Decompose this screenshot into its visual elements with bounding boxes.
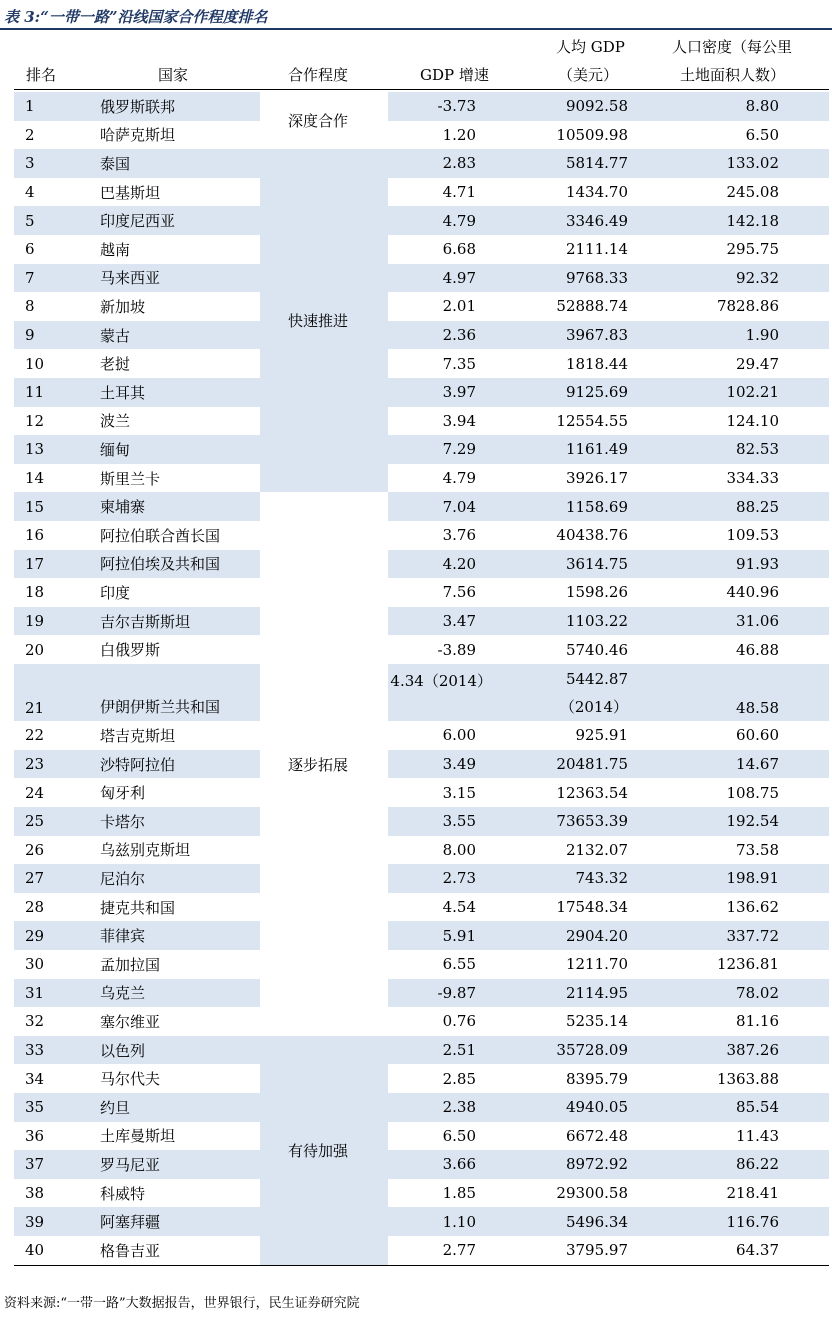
density-cell: 14.67 [654, 750, 829, 779]
density-cell: 109.53 [726, 526, 779, 545]
density-cell: 108.75 [726, 783, 779, 802]
rank-cell: 33 [14, 1036, 86, 1065]
gdp-growth-cell: 1.20 [442, 125, 476, 144]
country-cell: 哈萨克斯坦 [100, 126, 176, 145]
gdp-growth-cell: 4.79 [388, 206, 512, 235]
gdp-growth-cell: -3.73 [388, 92, 512, 121]
gdp-growth-cell: 3.76 [442, 526, 476, 545]
gdp-growth-cell: 3.66 [388, 1150, 512, 1179]
rank-cell: 29 [14, 921, 86, 950]
gdp-growth-cell: -9.87 [388, 979, 512, 1008]
cooperation-group-label: 快速推进 [288, 312, 349, 331]
country-cell: 格鲁吉亚 [100, 1241, 161, 1260]
density-cell: 116.76 [654, 1207, 829, 1236]
country-cell: 柬埔寨 [86, 492, 260, 521]
country-cell: 科威特 [100, 1184, 146, 1203]
density-cell: 198.91 [654, 864, 829, 893]
rank-cell: 36 [25, 1126, 45, 1145]
density-cell: 86.22 [654, 1150, 829, 1179]
gdp-growth-cell: 2.85 [442, 1069, 476, 1088]
country-cell: 阿拉伯埃及共和国 [86, 550, 260, 579]
country-cell: 老挝 [100, 355, 131, 374]
gdp-growth-cell: 2.73 [388, 864, 512, 893]
table-row [0, 1093, 832, 1122]
country-cell: 阿塞拜疆 [86, 1207, 260, 1236]
gdp-growth-cell: 4.54 [442, 898, 476, 917]
country-cell: 尼泊尔 [86, 864, 260, 893]
header-gdp-per-capita: 人均 GDP [556, 38, 625, 56]
gdp-per-capita-cell: 5740.46 [565, 640, 628, 659]
gdp-growth-cell: 7.56 [442, 583, 476, 602]
rank-cell: 13 [14, 435, 86, 464]
country-cell: 吉尔吉斯斯坦 [86, 607, 260, 636]
table-row [0, 550, 832, 579]
table-row [0, 321, 832, 350]
country-cell: 新加坡 [100, 297, 146, 316]
country-cell: 伊朗伊斯兰共和国 [86, 664, 260, 721]
gdp-growth-cell: -3.89 [437, 640, 476, 659]
rank-cell: 5 [14, 206, 86, 235]
density-cell: 88.25 [654, 492, 829, 521]
table-row [0, 864, 832, 893]
density-cell: 124.10 [726, 411, 779, 430]
table-row [0, 750, 832, 779]
density-cell: 48.58 [654, 664, 829, 721]
country-cell: 约旦 [86, 1093, 260, 1122]
cooperation-group-cell [260, 1036, 388, 1265]
table-row [0, 664, 832, 721]
table-row [0, 607, 832, 636]
rank-cell: 3 [14, 149, 86, 178]
gdp-per-capita-cell [512, 664, 654, 721]
gdp-growth-cell: 4.20 [388, 550, 512, 579]
rank-cell: 17 [14, 550, 86, 579]
density-cell: 192.54 [654, 807, 829, 836]
rank-cell: 9 [14, 321, 86, 350]
density-cell: 1236.81 [716, 955, 779, 974]
gdp-per-capita-cell: 1598.26 [565, 583, 628, 602]
country-cell: 罗马尼亚 [86, 1150, 260, 1179]
table-row [0, 178, 832, 207]
gdp-per-capita-cell: 12363.54 [556, 783, 628, 802]
gdp-per-capita-cell: 9768.33 [512, 264, 654, 293]
gdp-growth-cell: 8.00 [442, 840, 476, 859]
gdp-per-capita-cell: 743.32 [512, 864, 654, 893]
density-cell: 142.18 [654, 206, 829, 235]
country-cell: 马尔代夫 [100, 1070, 161, 1089]
table-row [0, 807, 832, 836]
rank-cell: 2 [25, 125, 35, 144]
rank-cell: 39 [14, 1207, 86, 1236]
rank-cell: 27 [14, 864, 86, 893]
density-cell: 82.53 [654, 435, 829, 464]
gdp-growth-cell: 7.04 [388, 492, 512, 521]
rank-cell: 1 [14, 92, 86, 121]
gdp-growth-cell: 2.51 [388, 1036, 512, 1065]
table-row [0, 492, 832, 521]
country-cell: 土库曼斯坦 [100, 1127, 176, 1146]
density-cell: 60.60 [736, 726, 779, 745]
table-row [0, 1064, 832, 1093]
density-cell: 85.54 [654, 1093, 829, 1122]
rank-cell: 34 [25, 1069, 45, 1088]
header-cooperation: 合作程度 [288, 66, 349, 84]
gdp-growth-cell: 6.00 [442, 726, 476, 745]
gdp-growth-cell: 3.97 [388, 378, 512, 407]
density-cell: 11.43 [736, 1126, 779, 1145]
gdp-growth-cell: 2.83 [388, 149, 512, 178]
gdp-per-capita-cell: 8972.92 [512, 1150, 654, 1179]
rank-cell: 16 [25, 526, 45, 545]
gdp-per-capita-cell: 6672.48 [565, 1126, 628, 1145]
gdp-growth-cell: 3.47 [388, 607, 512, 636]
density-cell: 64.37 [736, 1241, 779, 1260]
table-row [0, 635, 832, 664]
country-cell: 孟加拉国 [100, 955, 161, 974]
header-rank: 排名 [26, 66, 57, 84]
country-cell: 捷克共和国 [100, 898, 176, 917]
cooperation-group-label: 有待加强 [288, 1141, 349, 1160]
density-cell: 1363.88 [716, 1069, 779, 1088]
rank-cell: 35 [14, 1093, 86, 1122]
table-row [0, 921, 832, 950]
density-cell: 46.88 [736, 640, 779, 659]
gdp-per-capita-cell: 1103.22 [512, 607, 654, 636]
gdp-growth-cell: 7.35 [442, 354, 476, 373]
gdp-per-capita-cell: 5496.34 [512, 1207, 654, 1236]
gdp-per-capita-value: 5442.87 [565, 669, 628, 688]
density-cell: 136.62 [726, 898, 779, 917]
gdp-per-capita-cell: 1818.44 [565, 354, 628, 373]
gdp-growth-cell: 2.01 [442, 297, 476, 316]
rank-cell: 38 [25, 1184, 45, 1203]
country-cell: 乌兹别克斯坦 [100, 841, 191, 860]
gdp-growth-cell: 2.36 [388, 321, 512, 350]
table-row [0, 950, 832, 979]
country-cell: 越南 [100, 240, 131, 259]
rank-cell: 20 [25, 640, 45, 659]
rank-cell: 19 [14, 607, 86, 636]
country-cell: 波兰 [100, 412, 131, 431]
rank-cell: 7 [14, 264, 86, 293]
gdp-growth-cell: 4.97 [388, 264, 512, 293]
table-row [0, 206, 832, 235]
rank-cell: 30 [25, 955, 45, 974]
table-row [0, 1236, 832, 1265]
table-caption: 表 3:“一带一路”沿线国家合作程度排名 [4, 8, 268, 26]
cooperation-group-cell [260, 92, 388, 149]
density-cell: 218.41 [726, 1184, 779, 1203]
gdp-per-capita-cell: 5814.77 [512, 149, 654, 178]
table-row [0, 836, 832, 865]
density-cell: 31.06 [654, 607, 829, 636]
header-density: 人口密度（每公里 [672, 38, 793, 56]
rank-cell: 37 [14, 1150, 86, 1179]
gdp-growth-cell: 1.85 [442, 1184, 476, 1203]
rank-cell: 8 [25, 297, 35, 316]
table-row [0, 979, 832, 1008]
gdp-per-capita-cell: 17548.34 [556, 898, 628, 917]
gdp-growth-cell: 7.29 [388, 435, 512, 464]
gdp-growth-cell: 6.55 [442, 955, 476, 974]
gdp-per-capita-cell: 2132.07 [565, 840, 628, 859]
gdp-per-capita-cell: 3967.83 [512, 321, 654, 350]
table-bottom-divider [14, 1265, 829, 1266]
header-gdp-per-capita-unit: （美元） [558, 66, 619, 84]
rank-cell: 10 [25, 354, 45, 373]
gdp-per-capita-cell: 29300.58 [556, 1184, 628, 1203]
gdp-per-capita-cell: 40438.76 [556, 526, 628, 545]
table-row [0, 1122, 832, 1151]
rank-cell: 22 [25, 726, 45, 745]
density-cell: 78.02 [654, 979, 829, 1008]
density-cell: 102.21 [654, 378, 829, 407]
gdp-per-capita-cell: 35728.09 [512, 1036, 654, 1065]
table-row [0, 521, 832, 550]
density-cell: 387.26 [654, 1036, 829, 1065]
rank-cell: 15 [14, 492, 86, 521]
table-row [0, 1036, 832, 1065]
rank-cell: 14 [25, 469, 45, 488]
gdp-per-capita-cell: 1161.49 [512, 435, 654, 464]
density-cell: 295.75 [726, 240, 779, 259]
table-row [0, 1150, 832, 1179]
gdp-per-capita-cell: 5235.14 [565, 1012, 628, 1031]
rank-cell: 32 [25, 1012, 45, 1031]
country-cell: 塞尔维亚 [100, 1012, 161, 1031]
rank-cell: 23 [14, 750, 86, 779]
table-row [0, 121, 832, 150]
gdp-growth-cell: 2.38 [388, 1093, 512, 1122]
country-cell: 俄罗斯联邦 [86, 92, 260, 121]
rank-cell: 4 [25, 183, 35, 202]
gdp-per-capita-cell: 12554.55 [556, 411, 628, 430]
gdp-per-capita-cell: 1158.69 [512, 492, 654, 521]
gdp-per-capita-cell: 9125.69 [512, 378, 654, 407]
gdp-per-capita-year-note: （2014） [559, 697, 628, 716]
table-row [0, 1179, 832, 1208]
table-row [0, 1207, 832, 1236]
table-row [0, 292, 832, 321]
gdp-per-capita-cell: 1211.70 [565, 955, 628, 974]
country-cell: 马来西亚 [86, 264, 260, 293]
gdp-per-capita-cell: 3926.17 [565, 469, 628, 488]
table-row [0, 235, 832, 264]
header-country: 国家 [158, 66, 189, 84]
cooperation-group-label: 逐步拓展 [288, 755, 349, 774]
gdp-per-capita-cell: 925.91 [575, 726, 628, 745]
density-cell: 73.58 [736, 840, 779, 859]
rank-cell: 25 [14, 807, 86, 836]
gdp-growth-cell: 4.71 [442, 183, 476, 202]
rank-cell: 18 [25, 583, 45, 602]
density-cell: 440.96 [726, 583, 779, 602]
rank-cell: 31 [14, 979, 86, 1008]
table-row [0, 893, 832, 922]
density-cell: 92.32 [654, 264, 829, 293]
table-row [0, 435, 832, 464]
table-row [0, 464, 832, 493]
table-row [0, 578, 832, 607]
gdp-per-capita-cell: 1434.70 [565, 183, 628, 202]
country-cell: 泰国 [86, 149, 260, 178]
gdp-growth-cell: 4.34（2014） [388, 664, 512, 721]
density-cell: 6.50 [745, 125, 779, 144]
gdp-growth-cell: 6.50 [442, 1126, 476, 1145]
cooperation-group-cell [260, 492, 388, 1035]
country-cell: 蒙古 [86, 321, 260, 350]
country-cell: 以色列 [86, 1036, 260, 1065]
density-cell: 133.02 [654, 149, 829, 178]
gdp-per-capita-cell: 2114.95 [512, 979, 654, 1008]
table-row [0, 721, 832, 750]
gdp-per-capita-cell: 52888.74 [556, 297, 628, 316]
rank-cell: 21 [14, 664, 86, 721]
gdp-growth-cell: 3.55 [388, 807, 512, 836]
rank-cell: 28 [25, 898, 45, 917]
header-gdp-growth: GDP 增速 [420, 66, 489, 84]
country-cell: 沙特阿拉伯 [86, 750, 260, 779]
country-cell: 土耳其 [86, 378, 260, 407]
density-cell: 29.47 [736, 354, 779, 373]
country-cell: 塔吉克斯坦 [100, 726, 176, 745]
table-row [0, 149, 832, 178]
rank-cell: 26 [25, 840, 45, 859]
gdp-per-capita-cell: 4940.05 [512, 1093, 654, 1122]
gdp-per-capita-cell: 20481.75 [512, 750, 654, 779]
gdp-per-capita-cell: 3614.75 [512, 550, 654, 579]
gdp-per-capita-cell: 10509.98 [556, 125, 628, 144]
rank-cell: 12 [25, 411, 45, 430]
table-row [0, 378, 832, 407]
country-cell: 白俄罗斯 [100, 641, 161, 660]
country-cell: 阿拉伯联合酋长国 [100, 526, 221, 545]
country-cell: 巴基斯坦 [100, 183, 161, 202]
gdp-growth-cell: 4.79 [442, 469, 476, 488]
gdp-growth-cell: 1.10 [388, 1207, 512, 1236]
rank-cell: 40 [25, 1241, 45, 1260]
country-cell: 印度 [100, 583, 131, 602]
country-cell: 印度尼西亚 [86, 206, 260, 235]
table-row [0, 407, 832, 436]
rank-cell: 6 [25, 240, 35, 259]
cooperation-group-label: 深度合作 [288, 112, 349, 131]
gdp-growth-cell: 3.94 [442, 411, 476, 430]
density-cell: 8.80 [654, 92, 829, 121]
cooperation-group-cell [260, 149, 388, 492]
density-cell: 81.16 [736, 1012, 779, 1031]
density-cell: 337.72 [654, 921, 829, 950]
gdp-growth-cell: 3.49 [388, 750, 512, 779]
gdp-growth-cell: 5.91 [388, 921, 512, 950]
table-row [0, 349, 832, 378]
density-cell: 245.08 [726, 183, 779, 202]
density-cell: 91.93 [654, 550, 829, 579]
gdp-growth-cell: 3.15 [442, 783, 476, 802]
country-cell: 卡塔尔 [86, 807, 260, 836]
rank-cell: 11 [14, 378, 86, 407]
country-cell: 缅甸 [86, 435, 260, 464]
gdp-per-capita-cell: 2111.14 [565, 240, 628, 259]
gdp-growth-cell: 6.68 [442, 240, 476, 259]
source-note: 资料来源:“一带一路”大数据报告，世界银行，民生证券研究院 [4, 1296, 360, 1311]
caption-divider [0, 28, 832, 30]
density-cell: 334.33 [726, 469, 779, 488]
country-cell: 乌克兰 [86, 979, 260, 1008]
country-cell: 菲律宾 [86, 921, 260, 950]
gdp-per-capita-cell: 3795.97 [565, 1241, 628, 1260]
rank-cell: 24 [25, 783, 45, 802]
gdp-per-capita-cell: 9092.58 [512, 92, 654, 121]
header-density-unit: 土地面积人数） [680, 66, 786, 84]
density-cell: 1.90 [654, 321, 829, 350]
gdp-per-capita-cell: 3346.49 [512, 206, 654, 235]
table-row [0, 778, 832, 807]
gdp-growth-cell: 2.77 [442, 1241, 476, 1260]
gdp-per-capita-cell: 8395.79 [565, 1069, 628, 1088]
gdp-growth-cell: 0.76 [442, 1012, 476, 1031]
density-cell: 7828.86 [716, 297, 779, 316]
country-cell: 斯里兰卡 [100, 469, 161, 488]
gdp-per-capita-cell: 73653.39 [512, 807, 654, 836]
table-row [0, 264, 832, 293]
table-row [0, 1007, 832, 1036]
gdp-per-capita-cell: 2904.20 [512, 921, 654, 950]
table-row [0, 92, 832, 121]
country-cell: 匈牙利 [100, 784, 146, 803]
header-divider [14, 89, 829, 90]
